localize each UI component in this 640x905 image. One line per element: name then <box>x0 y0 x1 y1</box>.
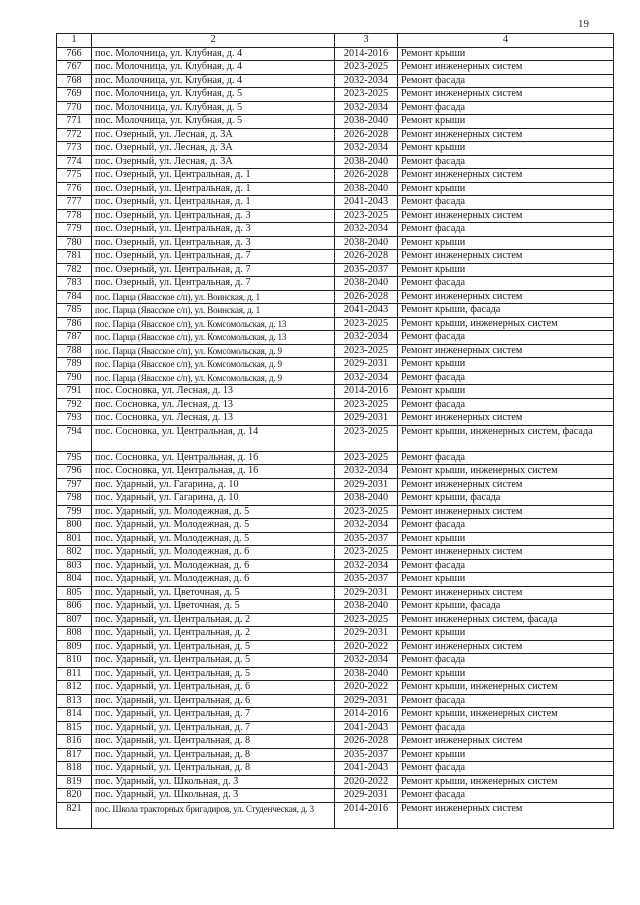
address-cell: пос. Озерный, ул. Центральная, д. 7 <box>92 263 335 277</box>
address-cell: пос. Озерный, ул. Центральная, д. 3 <box>92 223 335 237</box>
address-cell: пос. Парца (Явасское с/п), ул. Комсомольская, д. 9 <box>92 371 335 385</box>
table-row <box>57 465 614 479</box>
row-number-cell: 778 <box>57 209 92 223</box>
period-cell: 2038-2040 <box>335 182 398 196</box>
address-cell: пос. Ударный, ул. Цветочная, д. 5 <box>92 600 335 614</box>
period-cell: 2029-2031 <box>335 627 398 641</box>
table-row <box>57 681 614 695</box>
table-row <box>57 88 614 102</box>
address-cell: пос. Ударный, ул. Цветочная, д. 5 <box>92 586 335 600</box>
work-type-cell: Ремонт фасада <box>398 74 614 88</box>
period-cell: 2020-2022 <box>335 640 398 654</box>
table-row <box>57 331 614 345</box>
period-cell: 2026-2028 <box>335 250 398 264</box>
work-type-cell: Ремонт фасада <box>398 101 614 115</box>
table-row <box>57 344 614 358</box>
row-number-cell: 782 <box>57 263 92 277</box>
table-row <box>57 708 614 722</box>
table-row <box>57 613 614 627</box>
period-cell: 2023-2025 <box>335 451 398 465</box>
period-cell: 2026-2028 <box>335 735 398 749</box>
table-row <box>57 61 614 75</box>
period-cell: 2023-2025 <box>335 88 398 102</box>
work-type-cell: Ремонт крыши, инженерных систем <box>398 775 614 789</box>
table-row <box>57 277 614 291</box>
header-cell: 4 <box>398 34 614 48</box>
table-row <box>57 385 614 399</box>
row-number-cell: 788 <box>57 344 92 358</box>
table-row <box>57 196 614 210</box>
table-row <box>57 142 614 156</box>
address-cell: пос. Молочница, ул. Клубная, д. 4 <box>92 74 335 88</box>
address-cell: пос. Ударный, ул. Центральная, д. 6 <box>92 681 335 695</box>
work-type-cell: Ремонт крыши <box>398 385 614 399</box>
work-type-cell: Ремонт крыши <box>398 182 614 196</box>
period-cell: 2029-2031 <box>335 586 398 600</box>
period-cell: 2023-2025 <box>335 209 398 223</box>
row-number-cell: 787 <box>57 331 92 345</box>
period-cell: 2032-2034 <box>335 101 398 115</box>
period-cell: 2029-2031 <box>335 789 398 803</box>
period-cell: 2041-2043 <box>335 721 398 735</box>
period-cell: 2026-2028 <box>335 128 398 142</box>
table-row <box>57 492 614 506</box>
address-cell: пос. Озерный, ул. Центральная, д. 7 <box>92 250 335 264</box>
row-number-cell: 815 <box>57 721 92 735</box>
address-cell: пос. Ударный, ул. Молодежная, д. 5 <box>92 519 335 533</box>
period-cell: 2038-2040 <box>335 115 398 129</box>
period-cell: 2026-2028 <box>335 169 398 183</box>
table-row <box>57 573 614 587</box>
work-type-cell: Ремонт крыши <box>398 115 614 129</box>
row-number-cell: 802 <box>57 546 92 560</box>
period-cell: 2038-2040 <box>335 600 398 614</box>
row-number-cell: 768 <box>57 74 92 88</box>
period-cell: 2014-2016 <box>335 708 398 722</box>
period-cell: 2032-2034 <box>335 331 398 345</box>
work-type-cell: Ремонт инженерных систем <box>398 505 614 519</box>
period-cell: 2032-2034 <box>335 654 398 668</box>
table-row <box>57 47 614 61</box>
work-type-cell: Ремонт инженерных систем <box>398 546 614 560</box>
work-type-cell: Ремонт фасада <box>398 331 614 345</box>
address-cell: пос. Парца (Явасское с/п), ул. Комсомольская, д. 9 <box>92 358 335 372</box>
row-number-cell: 817 <box>57 748 92 762</box>
address-cell: пос. Озерный, ул. Лесная, д. 3А <box>92 142 335 156</box>
period-cell: 2038-2040 <box>335 277 398 291</box>
address-cell: пос. Парца (Явасское с/п), ул. Комсомольская, д. 13 <box>92 331 335 345</box>
period-cell: 2035-2037 <box>335 748 398 762</box>
work-type-cell: Ремонт крыши, инженерных систем, фасада <box>398 425 614 451</box>
period-cell: 2035-2037 <box>335 263 398 277</box>
work-type-cell: Ремонт фасада <box>398 559 614 573</box>
table-row <box>57 209 614 223</box>
period-cell: 2041-2043 <box>335 196 398 210</box>
address-cell: пос. Сосновка, ул. Центральная, д. 16 <box>92 465 335 479</box>
period-cell: 2023-2025 <box>335 613 398 627</box>
row-number-cell: 779 <box>57 223 92 237</box>
period-cell: 2023-2025 <box>335 344 398 358</box>
address-cell: пос. Парца (Явасское с/п), ул. Воинская, д. 1 <box>92 290 335 304</box>
table-row <box>57 115 614 129</box>
work-type-cell: Ремонт крыши <box>398 532 614 546</box>
row-number-cell: 813 <box>57 694 92 708</box>
work-type-cell: Ремонт крыши, фасада <box>398 304 614 318</box>
table-row <box>57 735 614 749</box>
work-type-cell: Ремонт крыши <box>398 142 614 156</box>
table-row <box>57 263 614 277</box>
work-type-cell: Ремонт фасада <box>398 451 614 465</box>
work-type-cell: Ремонт крыши <box>398 627 614 641</box>
table-row <box>57 425 614 451</box>
address-cell: пос. Ударный, ул. Молодежная, д. 5 <box>92 532 335 546</box>
table-row <box>57 775 614 789</box>
work-type-cell: Ремонт фасада <box>398 654 614 668</box>
row-number-cell: 780 <box>57 236 92 250</box>
address-cell: пос. Сосновка, ул. Центральная, д. 14 <box>92 425 335 451</box>
row-number-cell: 792 <box>57 398 92 412</box>
work-type-cell: Ремонт крыши <box>398 236 614 250</box>
period-cell: 2014-2016 <box>335 802 398 828</box>
table-row <box>57 250 614 264</box>
table-row <box>57 694 614 708</box>
table-row <box>57 101 614 115</box>
row-number-cell: 770 <box>57 101 92 115</box>
work-type-cell: Ремонт крыши, инженерных систем <box>398 317 614 331</box>
address-cell: пос. Ударный, ул. Центральная, д. 7 <box>92 721 335 735</box>
table-row <box>57 505 614 519</box>
table-row <box>57 236 614 250</box>
table-row <box>57 546 614 560</box>
address-cell: пос. Озерный, ул. Центральная, д. 1 <box>92 196 335 210</box>
row-number-cell: 784 <box>57 290 92 304</box>
work-type-cell: Ремонт инженерных систем <box>398 344 614 358</box>
period-cell: 2023-2025 <box>335 61 398 75</box>
address-cell: пос. Ударный, ул. Центральная, д. 6 <box>92 694 335 708</box>
address-cell: пос. Озерный, ул. Центральная, д. 7 <box>92 277 335 291</box>
table-row <box>57 155 614 169</box>
work-type-cell: Ремонт крыши <box>398 358 614 372</box>
row-number-cell: 789 <box>57 358 92 372</box>
row-number-cell: 796 <box>57 465 92 479</box>
row-number-cell: 785 <box>57 304 92 318</box>
row-number-cell: 820 <box>57 789 92 803</box>
work-type-cell: Ремонт инженерных систем <box>398 88 614 102</box>
period-cell: 2023-2025 <box>335 505 398 519</box>
period-cell: 2029-2031 <box>335 478 398 492</box>
row-number-cell: 791 <box>57 385 92 399</box>
work-type-cell: Ремонт инженерных систем <box>398 128 614 142</box>
address-cell: пос. Парца (Явасское с/п), ул. Комсомольская, д. 9 <box>92 344 335 358</box>
address-cell: пос. Сосновка, ул. Лесная, д. 13 <box>92 398 335 412</box>
header-cell: 1 <box>57 34 92 48</box>
period-cell: 2023-2025 <box>335 398 398 412</box>
table-row <box>57 559 614 573</box>
period-cell: 2014-2016 <box>335 385 398 399</box>
address-cell: пос. Ударный, ул. Гагарина, д. 10 <box>92 478 335 492</box>
work-type-cell: Ремонт инженерных систем <box>398 802 614 828</box>
table-row <box>57 748 614 762</box>
work-type-cell: Ремонт фасада <box>398 789 614 803</box>
table-row <box>57 640 614 654</box>
work-type-cell: Ремонт фасада <box>398 519 614 533</box>
work-type-cell: Ремонт фасада <box>398 155 614 169</box>
table-row <box>57 398 614 412</box>
table-row <box>57 371 614 385</box>
work-type-cell: Ремонт крыши, фасада <box>398 492 614 506</box>
period-cell: 2023-2025 <box>335 317 398 331</box>
period-cell: 2020-2022 <box>335 681 398 695</box>
work-type-cell: Ремонт фасада <box>398 721 614 735</box>
address-cell: пос. Ударный, ул. Центральная, д. 5 <box>92 654 335 668</box>
period-cell: 2032-2034 <box>335 465 398 479</box>
address-cell: пос. Ударный, ул. Молодежная, д. 6 <box>92 559 335 573</box>
table-row <box>57 317 614 331</box>
address-cell: пос. Ударный, ул. Школьная, д. 3 <box>92 775 335 789</box>
table-row <box>57 74 614 88</box>
work-type-cell: Ремонт инженерных систем <box>398 169 614 183</box>
row-number-cell: 812 <box>57 681 92 695</box>
work-type-cell: Ремонт крыши <box>398 573 614 587</box>
row-number-cell: 816 <box>57 735 92 749</box>
address-cell: пос. Ударный, ул. Центральная, д. 5 <box>92 667 335 681</box>
row-number-cell: 773 <box>57 142 92 156</box>
work-type-cell: Ремонт крыши, инженерных систем <box>398 465 614 479</box>
work-type-cell: Ремонт фасада <box>398 371 614 385</box>
address-cell: пос. Озерный, ул. Лесная, д. 3А <box>92 155 335 169</box>
page-number: 19 <box>578 18 589 30</box>
address-cell: пос. Парца (Явасское с/п), ул. Воинская, д. 1 <box>92 304 335 318</box>
work-type-cell: Ремонт фасада <box>398 694 614 708</box>
row-number-cell: 797 <box>57 478 92 492</box>
row-number-cell: 800 <box>57 519 92 533</box>
row-number-cell: 804 <box>57 573 92 587</box>
work-type-cell: Ремонт крыши, инженерных систем <box>398 681 614 695</box>
work-type-cell: Ремонт крыши <box>398 667 614 681</box>
table-row <box>57 667 614 681</box>
row-number-cell: 795 <box>57 451 92 465</box>
row-number-cell: 774 <box>57 155 92 169</box>
work-type-cell: Ремонт фасада <box>398 762 614 776</box>
table-row <box>57 223 614 237</box>
header-cell: 3 <box>335 34 398 48</box>
row-number-cell: 793 <box>57 412 92 426</box>
row-number-cell: 794 <box>57 425 92 451</box>
address-cell: пос. Сосновка, ул. Лесная, д. 13 <box>92 385 335 399</box>
period-cell: 2038-2040 <box>335 492 398 506</box>
period-cell: 2029-2031 <box>335 358 398 372</box>
period-cell: 2035-2037 <box>335 532 398 546</box>
table-row <box>57 358 614 372</box>
period-cell: 2032-2034 <box>335 559 398 573</box>
table-row <box>57 290 614 304</box>
period-cell: 2038-2040 <box>335 155 398 169</box>
table-row <box>57 519 614 533</box>
row-number-cell: 801 <box>57 532 92 546</box>
row-number-cell: 786 <box>57 317 92 331</box>
work-type-cell: Ремонт фасада <box>398 277 614 291</box>
table-row <box>57 654 614 668</box>
table-row <box>57 451 614 465</box>
address-cell: пос. Ударный, ул. Центральная, д. 8 <box>92 735 335 749</box>
period-cell: 2026-2028 <box>335 290 398 304</box>
address-cell: пос. Озерный, ул. Центральная, д. 3 <box>92 236 335 250</box>
period-cell: 2038-2040 <box>335 236 398 250</box>
address-cell: пос. Сосновка, ул. Лесная, д. 13 <box>92 412 335 426</box>
address-cell: пос. Ударный, ул. Школьная, д. 3 <box>92 789 335 803</box>
work-type-cell: Ремонт крыши <box>398 263 614 277</box>
work-type-cell: Ремонт фасада <box>398 196 614 210</box>
address-cell: пос. Молочница, ул. Клубная, д. 5 <box>92 115 335 129</box>
period-cell: 2023-2025 <box>335 546 398 560</box>
address-cell: пос. Ударный, ул. Центральная, д. 2 <box>92 627 335 641</box>
address-cell: пос. Озерный, ул. Центральная, д. 3 <box>92 209 335 223</box>
row-number-cell: 767 <box>57 61 92 75</box>
table-header-row <box>57 34 614 48</box>
address-cell: пос. Ударный, ул. Молодежная, д. 6 <box>92 573 335 587</box>
table-row <box>57 600 614 614</box>
address-cell: пос. Ударный, ул. Центральная, д. 5 <box>92 640 335 654</box>
row-number-cell: 781 <box>57 250 92 264</box>
work-type-cell: Ремонт крыши, фасада <box>398 600 614 614</box>
table-row <box>57 721 614 735</box>
period-cell: 2032-2034 <box>335 371 398 385</box>
row-number-cell: 807 <box>57 613 92 627</box>
row-number-cell: 821 <box>57 802 92 828</box>
address-cell: пос. Ударный, ул. Молодежная, д. 6 <box>92 546 335 560</box>
row-number-cell: 776 <box>57 182 92 196</box>
row-number-cell: 808 <box>57 627 92 641</box>
table-row <box>57 128 614 142</box>
row-number-cell: 799 <box>57 505 92 519</box>
period-cell: 2038-2040 <box>335 667 398 681</box>
row-number-cell: 777 <box>57 196 92 210</box>
address-cell: пос. Парца (Явасское с/п), ул. Комсомольская, д. 13 <box>92 317 335 331</box>
address-cell: пос. Молочница, ул. Клубная, д. 4 <box>92 47 335 61</box>
row-number-cell: 771 <box>57 115 92 129</box>
period-cell: 2041-2043 <box>335 304 398 318</box>
address-cell: пос. Озерный, ул. Лесная, д. 3А <box>92 128 335 142</box>
capital-repair-table <box>56 33 614 829</box>
row-number-cell: 805 <box>57 586 92 600</box>
address-cell: пос. Ударный, ул. Центральная, д. 2 <box>92 613 335 627</box>
table-row <box>57 802 614 828</box>
row-number-cell: 814 <box>57 708 92 722</box>
address-cell: пос. Сосновка, ул. Центральная, д. 16 <box>92 451 335 465</box>
table-row <box>57 478 614 492</box>
address-cell: пос. Ударный, ул. Центральная, д. 7 <box>92 708 335 722</box>
row-number-cell: 769 <box>57 88 92 102</box>
address-cell: пос. Ударный, ул. Гагарина, д. 10 <box>92 492 335 506</box>
row-number-cell: 766 <box>57 47 92 61</box>
row-number-cell: 809 <box>57 640 92 654</box>
address-cell: пос. Ударный, ул. Молодежная, д. 5 <box>92 505 335 519</box>
work-type-cell: Ремонт инженерных систем, фасада <box>398 613 614 627</box>
row-number-cell: 775 <box>57 169 92 183</box>
table-row <box>57 789 614 803</box>
table-row <box>57 304 614 318</box>
work-type-cell: Ремонт инженерных систем <box>398 290 614 304</box>
period-cell: 2041-2043 <box>335 762 398 776</box>
address-cell: пос. Молочница, ул. Клубная, д. 5 <box>92 88 335 102</box>
work-type-cell: Ремонт фасада <box>398 398 614 412</box>
period-cell: 2029-2031 <box>335 412 398 426</box>
period-cell: 2032-2034 <box>335 142 398 156</box>
row-number-cell: 790 <box>57 371 92 385</box>
table-row <box>57 169 614 183</box>
address-cell: пос. Ударный, ул. Центральная, д. 8 <box>92 762 335 776</box>
row-number-cell: 810 <box>57 654 92 668</box>
period-cell: 2032-2034 <box>335 519 398 533</box>
work-type-cell: Ремонт крыши, инженерных систем <box>398 708 614 722</box>
table-row <box>57 627 614 641</box>
table-row <box>57 182 614 196</box>
row-number-cell: 818 <box>57 762 92 776</box>
table-row <box>57 412 614 426</box>
address-cell: пос. Озерный, ул. Центральная, д. 1 <box>92 169 335 183</box>
work-type-cell: Ремонт инженерных систем <box>398 250 614 264</box>
period-cell: 2014-2016 <box>335 47 398 61</box>
row-number-cell: 798 <box>57 492 92 506</box>
address-cell: пос. Озерный, ул. Центральная, д. 1 <box>92 182 335 196</box>
row-number-cell: 811 <box>57 667 92 681</box>
table-row <box>57 586 614 600</box>
period-cell: 2023-2025 <box>335 425 398 451</box>
work-type-cell: Ремонт крыши <box>398 47 614 61</box>
address-cell: пос. Молочница, ул. Клубная, д. 4 <box>92 61 335 75</box>
work-type-cell: Ремонт инженерных систем <box>398 412 614 426</box>
address-cell: пос. Ударный, ул. Центральная, д. 8 <box>92 748 335 762</box>
period-cell: 2032-2034 <box>335 74 398 88</box>
row-number-cell: 819 <box>57 775 92 789</box>
work-type-cell: Ремонт фасада <box>398 223 614 237</box>
work-type-cell: Ремонт инженерных систем <box>398 209 614 223</box>
row-number-cell: 803 <box>57 559 92 573</box>
period-cell: 2032-2034 <box>335 223 398 237</box>
header-cell: 2 <box>92 34 335 48</box>
work-type-cell: Ремонт инженерных систем <box>398 586 614 600</box>
work-type-cell: Ремонт инженерных систем <box>398 735 614 749</box>
table-row <box>57 532 614 546</box>
address-cell: пос. Школа тракторных бригадиров, ул. Студенческая, д. 3 <box>92 802 335 828</box>
row-number-cell: 783 <box>57 277 92 291</box>
work-type-cell: Ремонт инженерных систем <box>398 61 614 75</box>
address-cell: пос. Молочница, ул. Клубная, д. 5 <box>92 101 335 115</box>
row-number-cell: 806 <box>57 600 92 614</box>
period-cell: 2020-2022 <box>335 775 398 789</box>
table-row <box>57 762 614 776</box>
work-type-cell: Ремонт крыши <box>398 748 614 762</box>
period-cell: 2035-2037 <box>335 573 398 587</box>
work-type-cell: Ремонт инженерных систем <box>398 640 614 654</box>
work-type-cell: Ремонт инженерных систем <box>398 478 614 492</box>
period-cell: 2029-2031 <box>335 694 398 708</box>
row-number-cell: 772 <box>57 128 92 142</box>
